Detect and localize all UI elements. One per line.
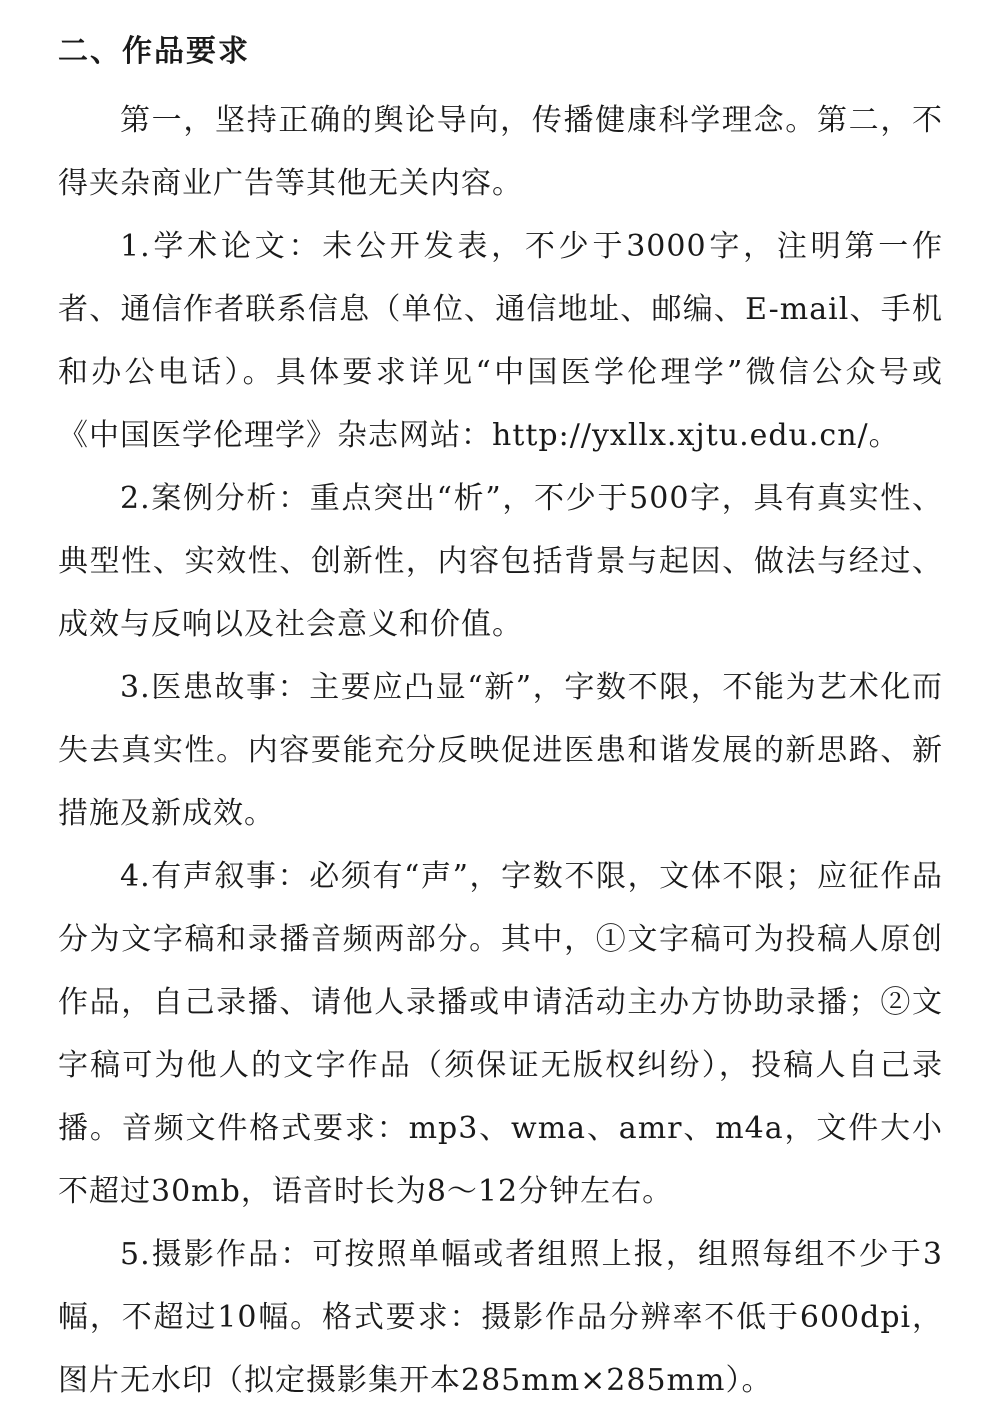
- item-audio-narrative: 4.有声叙事：必须有“声”，字数不限，文体不限；应征作品分为文字稿和录播音频两部分。其中，①文字稿可为投稿人原创作品，自己录播、请他人录播或申请活动主办方协助录播；②文字稿可为他人的文字作品（须保证无版权纠纷），投稿人自己录播。音频文件格式要求：mp3、wma、amr、m4a，文件大小不超过30mb，语音时长为8～12分钟左右。: [58, 859, 943, 1209]
- item-photography: 5.摄影作品：可按照单幅或者组照上报，组照每组不少于3幅，不超过10幅。格式要求：摄影作品分辨率不低于600dpi，图片无水印（拟定摄影集开本285mm×285mm）。: [58, 1237, 943, 1398]
- item-doctor-patient-story: 3.医患故事：主要应凸显“新”，字数不限，不能为艺术化而失去真实性。内容要能充分反映促进医患和谐发展的新思路、新措施及新成效。: [58, 670, 943, 831]
- item-case-analysis: 2.案例分析：重点突出“析”，不少于500字，具有真实性、典型性、实效性、创新性，内容包括背景与起因、做法与经过、成效与反响以及社会意义和价值。: [58, 481, 943, 642]
- section-heading: 二、作品要求: [58, 34, 250, 69]
- intro-paragraph: 第一，坚持正确的舆论导向，传播健康科学理念。第二，不得夹杂商业广告等其他无关内容。: [58, 103, 943, 201]
- item-academic-paper: 1.学术论文：未公开发表，不少于3000字，注明第一作者、通信作者联系信息（单位、通信地址、邮编、E-mail、手机和办公电话）。具体要求详见“中国医学伦理学”微信公众号或《中国医学伦理学》杂志网站：http://yxllx.xjtu.edu.cn/。: [58, 229, 943, 453]
